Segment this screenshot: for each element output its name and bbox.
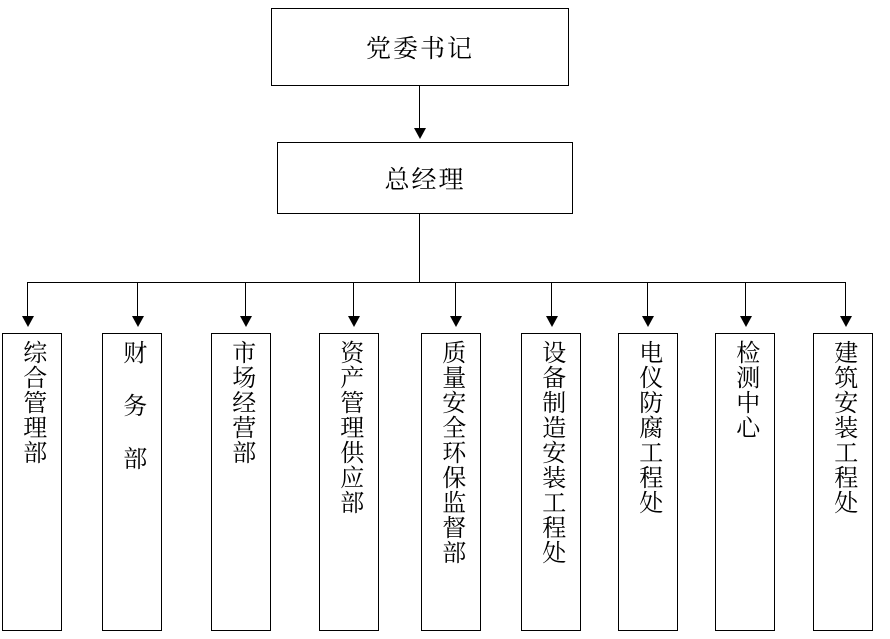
connector-drop-6 [551, 282, 552, 318]
node-dept-6-label: 设备制造安装工程处 [537, 340, 565, 565]
connector-drop-2 [137, 282, 138, 318]
connector-bus [27, 282, 845, 283]
node-dept-7[interactable] [618, 333, 678, 631]
node-dept-1-label: 综合管理部 [18, 340, 46, 465]
node-dept-4-label: 资产管理供应部 [335, 340, 363, 515]
node-general-manager-label: 总经理 [384, 166, 466, 194]
arrowhead-dept-3 [240, 316, 252, 327]
connector-drop-9 [845, 282, 846, 318]
arrowhead-dept-1 [22, 316, 34, 327]
node-dept-1[interactable] [2, 333, 62, 631]
arrowhead-dept-8 [740, 316, 752, 327]
connector-drop-5 [455, 282, 456, 318]
node-dept-8[interactable] [715, 333, 775, 631]
connector-party-to-gm [419, 86, 420, 130]
node-dept-6[interactable] [521, 333, 581, 631]
connector-drop-8 [745, 282, 746, 318]
node-dept-4[interactable] [319, 333, 379, 631]
node-dept-5[interactable] [421, 333, 481, 631]
node-general-manager[interactable] [277, 142, 573, 214]
connector-drop-4 [353, 282, 354, 318]
connector-drop-3 [245, 282, 246, 318]
node-dept-3-label: 市场经营部 [227, 340, 255, 465]
connector-drop-7 [647, 282, 648, 318]
arrowhead-dept-5 [450, 316, 462, 327]
node-party-secretary[interactable] [271, 8, 569, 86]
arrowhead-dept-6 [546, 316, 558, 327]
arrowhead-gm [414, 128, 426, 139]
node-dept-9-label: 建筑安装工程处 [829, 340, 857, 515]
node-dept-2[interactable] [102, 333, 162, 631]
node-dept-8-label: 检测中心 [731, 340, 759, 440]
arrowhead-dept-9 [840, 316, 852, 327]
node-dept-3[interactable] [211, 333, 271, 631]
arrowhead-dept-4 [348, 316, 360, 327]
node-party-secretary-label: 党委书记 [365, 35, 474, 63]
node-dept-7-label: 电仪防腐工程处 [634, 340, 662, 515]
arrowhead-dept-2 [132, 316, 144, 327]
connector-gm-stem [419, 214, 420, 282]
node-dept-5-label: 质量安全环保监督部 [437, 340, 465, 565]
connector-drop-1 [27, 282, 28, 318]
arrowhead-dept-7 [642, 316, 654, 327]
node-dept-9[interactable] [813, 333, 873, 631]
node-dept-2-label: 财 务 部 [118, 340, 146, 471]
